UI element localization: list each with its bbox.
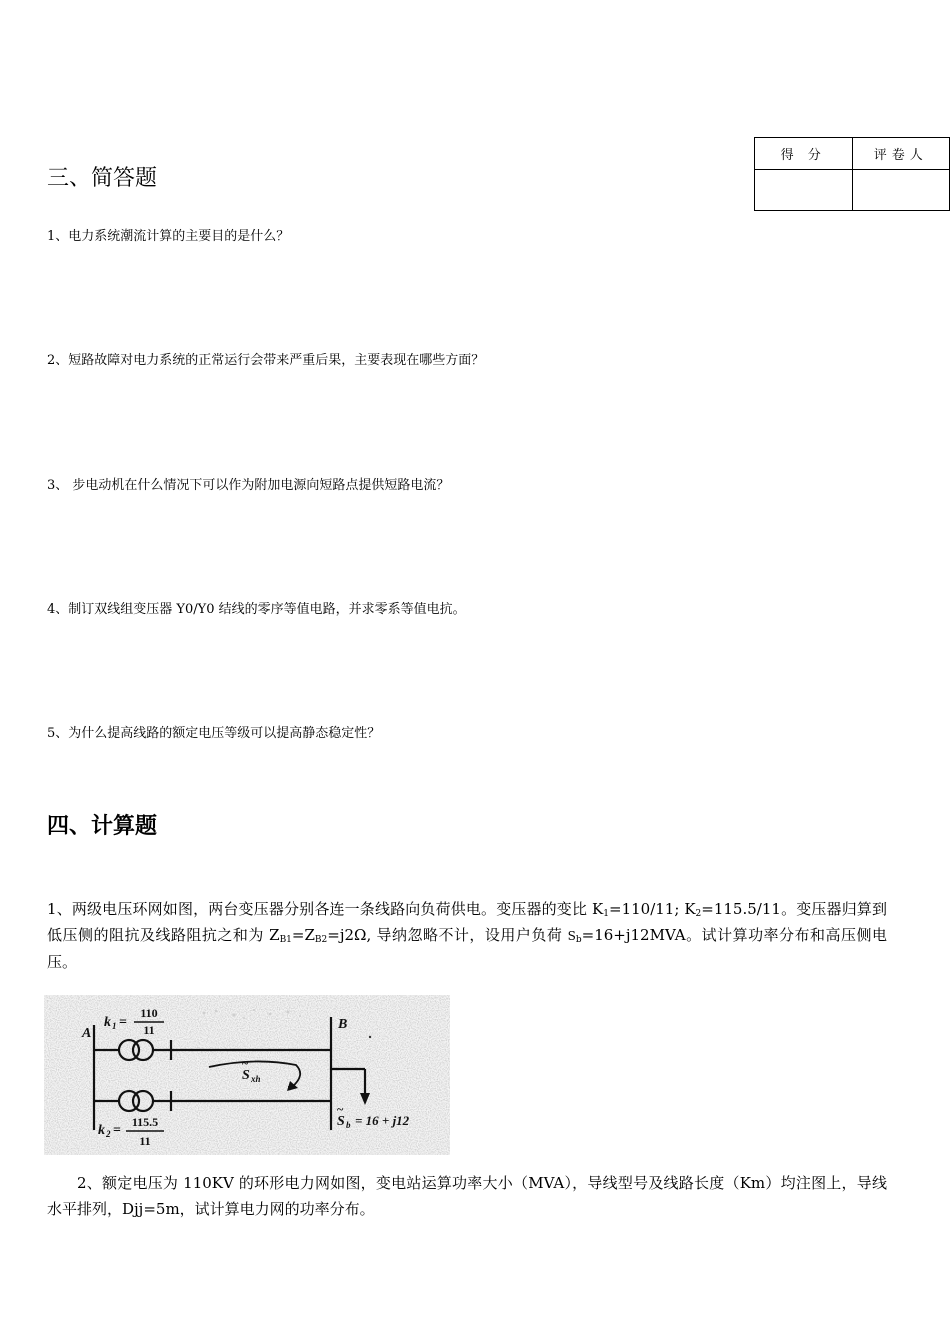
ring-network-diagram [44,995,450,1155]
question-4: 4、制订双线组变压器 Y0/Y0 结线的零序等值电路，并求零系等值电抗。 [47,602,466,617]
k1-num: 110 [140,1006,158,1020]
score-cell[interactable] [755,170,853,211]
sb-tilde: ~ [337,1102,344,1116]
k1-name: k [104,1015,111,1030]
k2-num: 115.5 [131,1115,159,1129]
k2-eq: = [113,1123,121,1138]
label-b: B [338,1017,348,1032]
k1-sub: 1 [112,1021,117,1031]
label-a: A [82,1026,92,1041]
question-5: 5、为什么提高线路的额定电压等级可以提高静态稳定性？ [47,726,381,741]
question-3: 3、 步电动机在什么情况下可以作为附加电源向短路点提供短路电流？ [47,478,450,493]
score-label: 得 分 [755,138,853,170]
k2-name: k [98,1123,105,1138]
sxh-sub: xh [251,1074,261,1084]
question-2: 2、短路故障对电力系统的正常运行会带来严重后果，主要表现在哪些方面？ [47,353,485,368]
grader-cell[interactable] [852,170,950,211]
score-table [754,137,950,211]
section-title-short-answer: 三、简答题 [47,166,158,191]
k2-den: 11 [139,1134,151,1148]
k1-den: 11 [143,1023,155,1037]
scan-speck [369,1036,371,1038]
grader-label: 评卷人 [852,138,950,170]
calc-question-1: 1、两级电压环网如图，两台变压器分别各连一条线路向负荷供电。变压器的变比 $K_1=110/11$; $K_2=115.5/11$。变压器归算到低压侧的阻抗及线路阻抗之和为 $Z_{B1}=Z_{B2}=j2\Omega$, 导纳忽略不计，设用户负荷 $S_b=16+j12MVA$。试计算功率分布和高压侧电压。 [47,900,888,971]
section-title-calculation: 四、计算题 [47,813,158,839]
sxh-name: S [242,1068,250,1083]
sb-name: S [337,1114,345,1129]
k2-sub: 2 [106,1129,111,1139]
sxh-tilde: ~ [242,1056,249,1070]
sb-sub: b [346,1120,351,1130]
k1-eq: = [119,1015,127,1030]
calc-question-2: 2、额定电压为 110KV 的环形电力网如图，变电站运算功率大小（MVA），导线型号及线路长度（Km）均注图上，导线水平排列，Djj=5m，试计算电力网的功率分布。 [47,1174,887,1218]
sb-value: = 16 + j12 [355,1113,410,1128]
question-1: 1、电力系统潮流计算的主要目的是什么？ [47,229,290,244]
